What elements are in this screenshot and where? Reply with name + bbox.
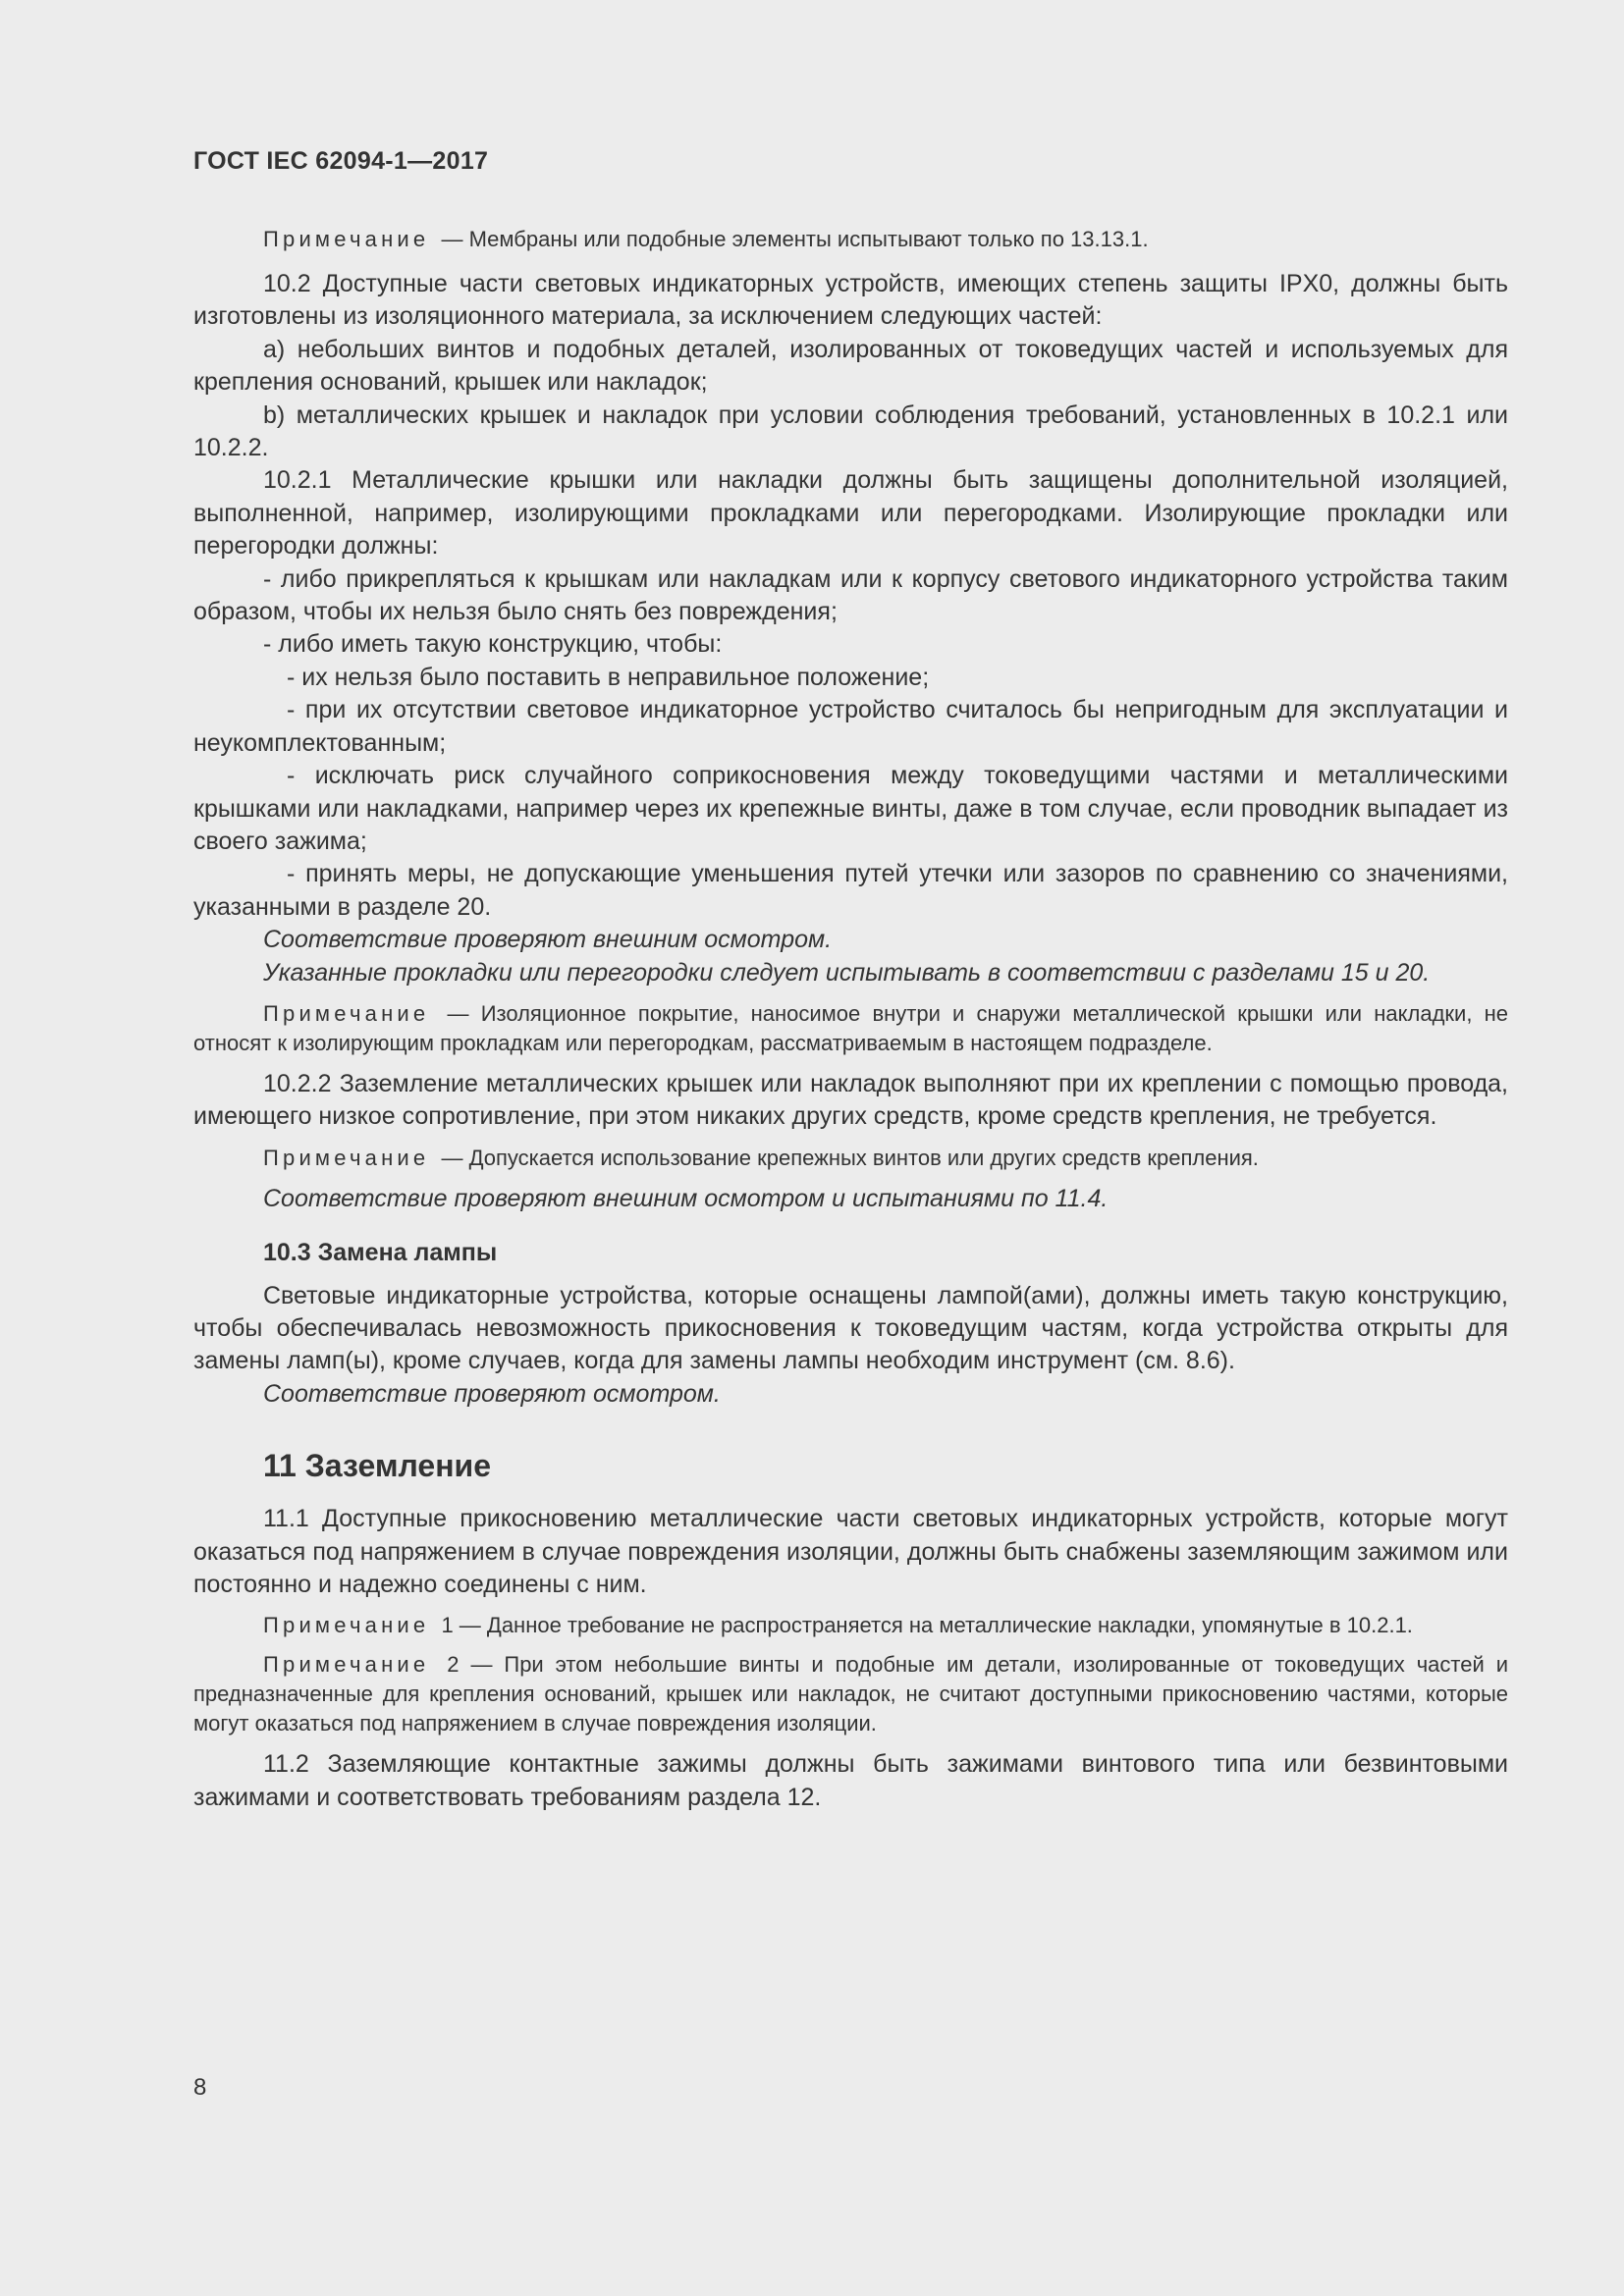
note-label: Примечание bbox=[263, 1652, 430, 1678]
note-text: 2 — При этом небольшие винты и подобные им детали, изолированные от токоведущих частей и предназначенные для крепления оснований, крышек или накладок, не считают доступными прикосновению частями, которые могут оказаться под напряжением в случае повреждения изоляции. bbox=[193, 1652, 1508, 1736]
clause-10-2-2: 10.2.2 Заземление металлических крышек или накладок выполняют при их креплении с помощью провода, имеющего низкое сопротивление, при этом никаких других средств, кроме средств крепления, не требуется. bbox=[193, 1069, 1508, 1131]
note-fixing-screws bbox=[193, 1144, 1508, 1173]
document-body bbox=[193, 225, 1508, 1814]
document-code-header: ГОСТ IEC 62094-1—2017 bbox=[193, 147, 489, 175]
note-insulating-coating bbox=[193, 999, 1508, 1058]
compliance-inspection-lamp: Соответствие проверяют осмотром. bbox=[263, 1379, 721, 1408]
list-item-attach: - либо прикрепляться к крышкам или накладкам или к корпусу светового индикаторного устройства таким образом, чтобы их нельзя было снять без повреждения; bbox=[193, 564, 1508, 626]
note-label: Примечание bbox=[263, 1000, 430, 1026]
note-1-earthing bbox=[193, 1611, 1508, 1640]
compliance-inspection: Соответствие проверяют внешним осмотром. bbox=[263, 926, 833, 954]
sublist-item-contact-risk: - исключать риск случайного соприкосновения между токоведущими частями и металлическими крышками или накладками, например через их крепежные винты, даже в том случае, если проводник выпадает из своего зажима; bbox=[193, 762, 1508, 855]
sublist-item-absence: - при их отсутствии световое индикаторное устройство считалось бы непригодным для эксплуатации и неукомплектованным; bbox=[193, 696, 1508, 757]
clause-10-2-item-b: b) металлических крышек и накладок при условии соблюдения требований, установленных в 10.2.1 или 10.2.2. bbox=[193, 400, 1508, 462]
note-label: Примечание bbox=[263, 1613, 430, 1638]
clause-11-2: 11.2 Заземляющие контактные зажимы должны быть зажимами винтового типа или безвинтовыми зажимами и соответствовать требованиям раздела 12. bbox=[193, 1750, 1508, 1811]
sublist-item-position: - их нельзя было поставить в неправильное положение; bbox=[287, 663, 930, 691]
compliance-inspection-tests: Соответствие проверяют внешним осмотром и испытаниями по 11.4. bbox=[263, 1184, 1109, 1212]
section-heading-11: 11 Заземление bbox=[263, 1448, 491, 1484]
note-membranes bbox=[193, 225, 1508, 254]
note-text: — Изоляционное покрытие, наносимое внутри и снаружи металлической крышки или накладки, не относят к изолирующим прокладкам или перегородкам, рассматриваемым в настоящем подразделе. bbox=[193, 1000, 1508, 1055]
list-item-construction: - либо иметь такую конструкцию, чтобы: bbox=[263, 630, 723, 659]
note-text: 1 — Данное требование не распространяется на металлические накладки, упомянутые в 10.2.1. bbox=[435, 1613, 1413, 1638]
note-text: — Допускается использование крепежных винтов или других средств крепления. bbox=[435, 1145, 1259, 1170]
note-label: Примечание bbox=[263, 227, 430, 251]
page-number: 8 bbox=[193, 2074, 207, 2101]
sublist-item-creepage: - принять меры, не допускающие уменьшения путей утечки или зазоров по сравнению со значениями, указанными в разделе 20. bbox=[193, 860, 1508, 921]
note-label: Примечание bbox=[263, 1145, 430, 1170]
note-2-earthing bbox=[193, 1650, 1508, 1738]
clause-10-3: Световые индикаторные устройства, которые оснащены лампой(ами), должны иметь такую конструкцию, чтобы обеспечивалась невозможность прикосновения к токоведущим частям, когда устройства открыты для замены ламп(ы), кроме случаев, когда для замены лампы необходим инструмент (см. 8.6). bbox=[193, 1281, 1508, 1375]
subsection-heading-10-3: 10.3 Замена лампы bbox=[263, 1239, 498, 1267]
compliance-test-sections: Указанные прокладки или перегородки следует испытывать в соответствии с разделами 15 и 20. bbox=[263, 958, 1431, 987]
note-text: — Мембраны или подобные элементы испытывают только по 13.13.1. bbox=[435, 227, 1149, 251]
clause-10-2: 10.2 Доступные части световых индикаторных устройств, имеющих степень защиты IPX0, должны быть изготовлены из изоляционного материала, за исключением следующих частей: bbox=[193, 270, 1508, 331]
clause-10-2-item-a: a) небольших винтов и подобных деталей, изолированных от токоведущих частей и используемых для крепления оснований, крышек или накладок; bbox=[193, 335, 1508, 397]
clause-10-2-1: 10.2.1 Металлические крышки или накладки должны быть защищены дополнительной изоляцией, выполненной, например, изолирующими прокладками или перегородками. Изолирующие прокладки или перегородки должны: bbox=[193, 466, 1508, 561]
clause-11-1: 11.1 Доступные прикосновению металлические части световых индикаторных устройств, которые могут оказаться под напряжением в случае повреждения изоляции, должны быть снабжены заземляющим зажимом или постоянно и надежно соединены с ним. bbox=[193, 1505, 1508, 1598]
